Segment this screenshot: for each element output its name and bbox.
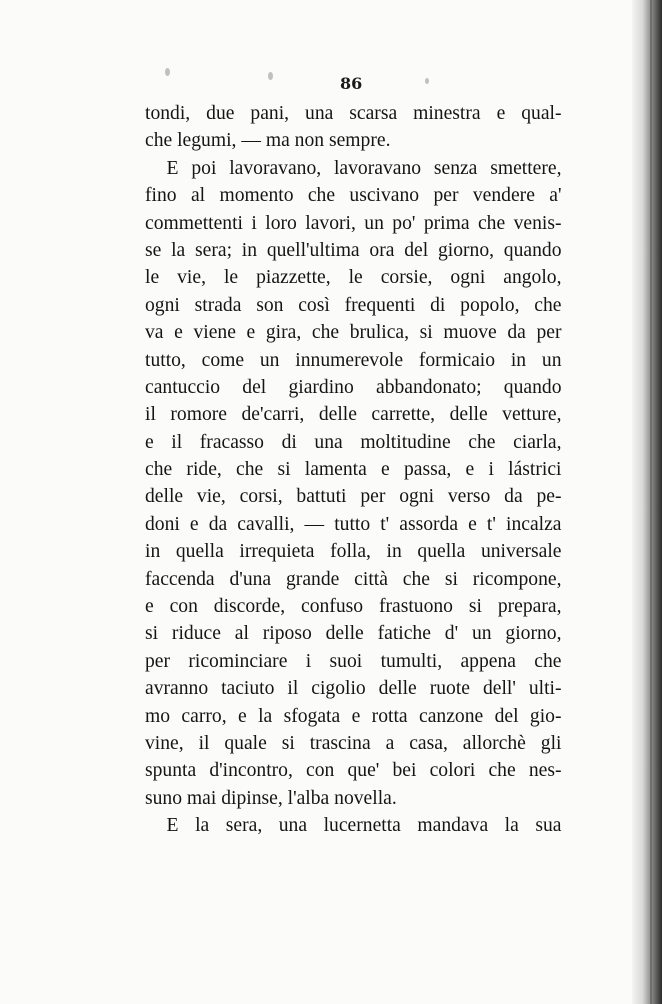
text-line: ogni strada son così frequenti di popolo, che	[145, 293, 562, 316]
text-line: che ride, che si lamenta e passa, e i lástrici	[145, 458, 562, 481]
text-line: il romore de'carri, delle carrette, delle vetture,	[145, 403, 562, 426]
ink-speck	[165, 68, 170, 76]
text-line: per ricominciare i suoi tumulti, appena che	[145, 649, 562, 672]
ink-speck	[425, 78, 429, 84]
text-line: le vie, le piazzette, le corsie, ogni angolo,	[145, 266, 562, 289]
text-line: cantuccio del giardino abbandonato; quando	[145, 375, 562, 398]
text-line: mo carro, e la sfogata e rotta canzone del gio-	[145, 704, 562, 727]
text-line: e il fracasso di una moltitudine che ciarla,	[145, 430, 562, 453]
text-line: spunta d'incontro, con que' bei colori che nes-	[145, 759, 562, 782]
text-line: commettenti i loro lavori, un po' prima che venis-	[145, 211, 562, 234]
text-line: e con discorde, confuso frastuono si prepara,	[145, 595, 562, 618]
text-line: faccenda d'una grande città che si ricompone,	[145, 567, 562, 590]
ink-speck	[268, 72, 273, 80]
text-line: delle vie, corsi, battuti per ogni verso da pe-	[145, 485, 562, 508]
text-line: se la sera; in quell'ultima ora del giorno, quando	[145, 238, 562, 261]
text-line: in quella irrequieta folla, in quella universale	[145, 540, 562, 563]
text-line: va e viene e gira, che brulica, si muove da per	[145, 321, 562, 344]
text-line: E poi lavoravano, lavoravano senza smettere,	[166, 156, 562, 179]
text-line: fino al momento che uscivano per vendere a'	[145, 184, 562, 207]
page-number: 86	[340, 74, 363, 93]
text-line: E la sera, una lucernetta mandava la sua	[166, 814, 562, 837]
text-line: suno mai dipinse, l'alba novella.	[145, 786, 397, 809]
binding-edge	[632, 0, 662, 1004]
text-line: che legumi, — ma non sempre.	[145, 129, 391, 152]
text-line: si riduce al riposo delle fatiche d' un giorno,	[145, 622, 562, 645]
text-line: vine, il quale si trascina a casa, allorchè gli	[145, 731, 562, 754]
text-line: doni e da cavalli, — tutto t' assorda e t' incalza	[145, 512, 562, 535]
text-line: tondi, due pani, una scarsa minestra e qual-	[145, 102, 562, 124]
body-text	[145, 100, 562, 840]
text-line: avranno taciuto il cigolio delle ruote dell' ulti-	[145, 677, 562, 700]
binding-shadow-line	[650, 0, 652, 1004]
text-line: tutto, come un innumerevole formicaio in un	[145, 348, 562, 371]
